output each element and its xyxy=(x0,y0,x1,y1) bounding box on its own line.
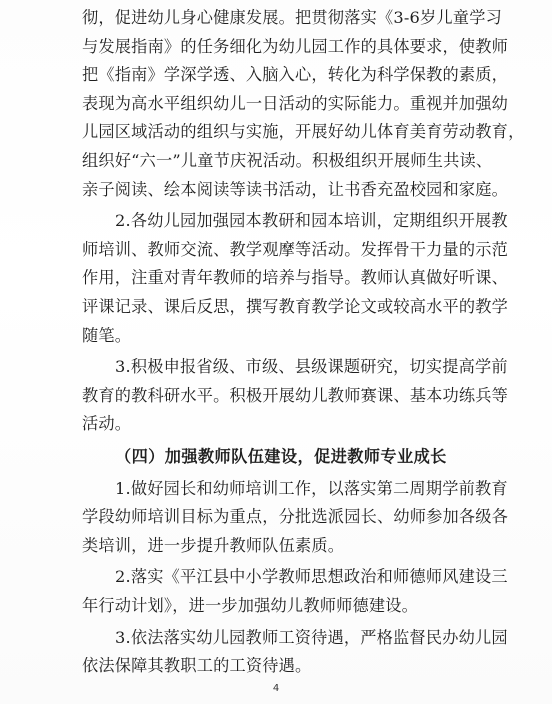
paragraph-4-2-start: 2.落实《平江县中小学教师思想政治和师德师风建设三 xyxy=(115,567,508,587)
body-line: 随笔。 xyxy=(82,325,132,345)
body-line: 儿园区域活动的组织与实施，开展好幼儿体育美育劳动教育， xyxy=(82,122,525,142)
body-line: 活动。 xyxy=(82,414,132,434)
paragraph-3-start: 3.积极申报省级、市级、县级课题研究，切实提高学前 xyxy=(115,357,508,377)
body-line: 类培训，进一步提升教师队伍素质。 xyxy=(82,535,345,555)
paragraph-4-1-start: 1.做好园长和幼师培训工作，以落实第二周期学前教育 xyxy=(115,478,508,498)
paragraph-4-3-start: 3.依法落实幼儿园教师工资待遇，严格监督民办幼儿园 xyxy=(115,627,508,647)
body-line: 表现为高水平组织幼儿一日活动的实际能力。重视并加强幼 xyxy=(82,93,509,113)
body-line: 依法保障其教职工的工资待遇。 xyxy=(82,656,312,676)
body-line: 学段幼师培训目标为重点，分批选派园长、幼师参加各级各 xyxy=(82,507,509,527)
body-line: 师培训、教师交流、教学观摩等活动。发挥骨干力量的示范 xyxy=(82,239,509,259)
body-line: 与发展指南》的任务细化为幼儿园工作的具体要求，使教师 xyxy=(82,36,509,56)
body-line: 教育的教科研水平。积极开展幼儿教师赛课、基本功练兵等 xyxy=(82,385,509,405)
section-heading: （四）加强教师队伍建设，促进教师专业成长 xyxy=(115,447,447,466)
body-line: 评课记录、课后反思，撰写教育教学论文或较高水平的教学 xyxy=(82,297,509,316)
body-line: 作用，注重对青年教师的培养与指导。教师认真做好听课、 xyxy=(82,268,509,288)
page-number: 4 xyxy=(272,683,280,694)
paragraph-2-start: 2.各幼儿园加强园本教研和园本培训，定期组织开展教 xyxy=(115,211,508,231)
body-line: 把《指南》学深学透、入脑入心，转化为科学保教的素质， xyxy=(82,65,509,85)
body-line: 组织好“六一”儿童节庆祝活动。积极组织开展师生共读、 xyxy=(82,151,493,170)
body-line: 彻，促进幼儿身心健康发展。把贯彻落实《3-6岁儿童学习 xyxy=(82,8,502,27)
body-line: 亲子阅读、绘本阅读等读书活动，让书香充盈校园和家庭。 xyxy=(82,179,509,199)
body-line: 年行动计划》，进一步加强幼儿教师师德建设。 xyxy=(82,596,419,615)
